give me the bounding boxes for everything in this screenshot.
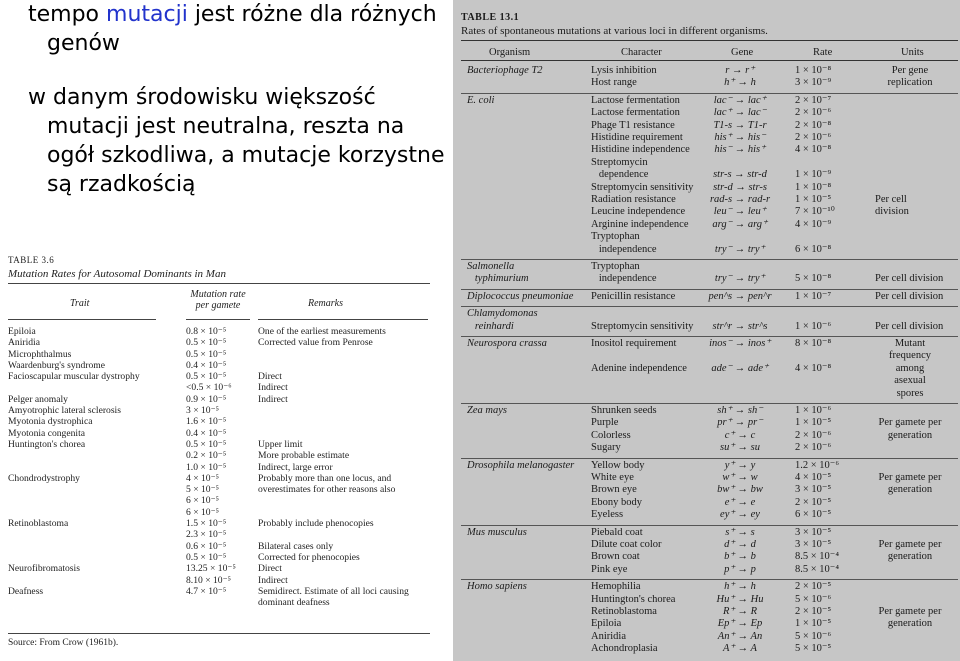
group-divider [461,579,958,580]
character-cell: dependence [591,169,649,181]
organism-name: typhimurium [467,273,529,285]
table-row [8,439,430,450]
bullet-1-text-end: jest różne dla różnych genów [47,2,437,56]
gene-cell: c⁺ → c [724,429,756,441]
rate-cell: 4 × 10⁻⁵ [186,472,220,484]
gene-cell: lac⁻ → lac⁺ [713,94,767,106]
rate-cell: <0.5 × 10⁻⁶ [186,382,232,394]
remarks-cell: Indirect [258,393,288,405]
table-row [8,462,430,473]
trait-cell: Myotonia dystrophica [8,416,93,428]
rate-cell: 8.5 × 10⁻⁴ [795,563,839,575]
rate-cell: 6 × 10⁻⁵ [186,495,220,507]
rate-cell: 1 × 10⁻⁷ [795,290,832,302]
bullet-2 [28,83,448,199]
remarks-cell: Probably more than one locus, and [258,472,392,484]
character-cell: Ebony body [591,496,643,508]
trait-cell [8,450,186,461]
rate-cell: 5 × 10⁻⁵ [795,643,832,655]
remarks-cell [258,405,430,416]
character-cell: Streptomycin sensitivity [591,181,694,193]
rate-cell: 1 × 10⁻⁵ [795,193,832,205]
rate-cell: 3 × 10⁻⁵ [795,484,832,496]
gene-cell: leu⁻ → leu⁺ [713,206,767,218]
rate-cell: 6 × 10⁻⁸ [795,243,832,255]
rate-cell: 2 × 10⁻⁵ [795,581,832,593]
units-cell: Per cell division [875,290,944,302]
character-cell: Penicillin resistance [591,290,676,302]
rate-cell: 2.3 × 10⁻⁵ [186,529,227,541]
remarks-cell: Indirect, large error [258,461,333,473]
table-row [8,484,430,495]
rate-cell: 13.25 × 10⁻⁵ [186,563,236,575]
rate-cell: 1 × 10⁻⁵ [795,618,832,630]
gene-cell: his⁻ → his⁺ [714,144,766,156]
group-divider [461,259,958,260]
gene-cell: str-d → str-s [713,181,767,193]
table-3-6-header [8,284,430,320]
units-cell: replication [887,77,933,89]
rate-cell: 2 × 10⁻⁸ [795,119,832,131]
units-cell: Per gene [891,65,929,76]
units-cell: Per gamete per [878,605,942,617]
trait-cell: Microphthalmus [8,348,72,360]
remarks-cell: Bilateral cases only [258,540,334,552]
rate-cell: 4.7 × 10⁻⁵ [186,585,227,597]
units-cell: frequency [889,350,931,362]
gene-cell: p⁺ → p [724,563,756,575]
trait-cell: Pelger anomaly [8,393,68,405]
rate-cell: 2 × 10⁻⁶ [795,429,832,441]
remarks-cell [258,360,430,371]
remarks-cell [258,349,430,360]
organism-name: Zea mays [467,405,507,416]
gene-cell: Ep⁺ → Ep [717,618,763,630]
remarks-cell: Indirect [258,574,288,586]
gene-cell: arg⁻ → arg⁺ [712,218,768,230]
character-cell: Host range [591,77,637,89]
trait-cell: Neurofibromatosis [8,563,80,575]
character-cell: Pink eye [591,563,628,575]
organism-group [461,338,958,400]
gene-cell: inos⁻ → inos⁺ [709,338,771,349]
table-13-1 [453,0,960,661]
table-row [8,394,430,405]
group-divider [461,525,958,526]
gene-cell: s⁺ → s [725,526,755,538]
units-cell: division [875,206,909,218]
rate-cell: 2 × 10⁻⁵ [795,605,832,617]
rate-cell: 2 × 10⁻⁷ [795,94,832,106]
table-row [8,575,430,586]
remarks-cell: Direct [258,563,282,575]
gene-cell: pen^s → pen^r [708,290,772,302]
organism-name: reinhardi [467,320,514,332]
organism-name: Chlamydomonas [467,308,538,320]
gene-cell: str-s → str-d [713,169,767,181]
table-13-1-header-rule [461,60,958,61]
character-cell: Colorless [591,429,631,441]
table-13-1-caption: Rates of spontaneous mutations at various loci in different organisms. [461,25,768,37]
remarks-cell: Probably include phenocopies [258,518,374,530]
character-cell: Yellow body [591,459,645,471]
organism-group [461,405,958,455]
group-divider [461,336,958,337]
remarks-cell: One of the earliest measurements [258,326,386,337]
character-cell: Retinoblastoma [591,605,657,617]
organism-name: Homo sapiens [467,581,527,593]
organism-group [461,291,958,303]
rate-cell: 1.5 × 10⁻⁵ [186,518,227,530]
table-3-6 [8,255,430,655]
trait-cell: Huntington's chorea [8,438,86,450]
group-divider [461,93,958,94]
table-row [8,597,430,608]
trait-cell [8,507,186,518]
rate-cell: 5 × 10⁻⁶ [795,630,832,642]
units-cell: generation [887,429,933,441]
table-13-1-top-rule [461,40,958,41]
table-row [8,473,430,484]
character-cell: Adenine independence [591,362,687,374]
organism-name: Drosophila melanogaster [467,459,575,471]
character-cell: Brown eye [591,484,637,496]
header-rule-rate [186,319,250,320]
table-row [8,507,430,518]
rate-cell [186,597,258,608]
table-row [8,450,430,461]
rate-cell: 0.2 × 10⁻⁵ [186,450,227,462]
header-rate: Mutation rate per gamete [190,289,246,311]
character-cell: Tryptophan [591,261,640,272]
rate-cell: 0.6 × 10⁻⁵ [186,540,227,552]
trait-cell: Chondrodystrophy [8,472,80,484]
remarks-cell: Corrected value from Penrose [258,337,373,349]
units-cell: Per gamete per [878,538,942,550]
rate-cell: 0.9 × 10⁻⁵ [186,393,227,405]
character-cell: Achondroplasia [591,643,658,655]
units-cell: among [895,362,925,374]
units-cell: Per gamete per [878,417,942,429]
trait-cell [8,597,186,608]
character-cell: Sugary [591,442,621,454]
units-cell: Mutant [894,338,926,349]
header-character: Character [621,47,662,58]
units-cell: generation [887,484,933,496]
character-cell: Brown coat [591,551,640,563]
rate-cell: 0.5 × 10⁻⁵ [186,551,227,563]
gene-cell: pr⁺ → pr⁻ [717,417,763,429]
gene-cell: lac⁺ → lac⁻ [713,107,767,119]
character-cell: Leucine independence [591,206,686,218]
character-cell: Lysis inhibition [591,65,657,76]
rate-cell: 0.5 × 10⁻⁵ [186,438,227,450]
table-row [8,563,430,574]
rate-cell: 1.0 × 10⁻⁵ [186,461,227,473]
rate-cell: 2 × 10⁻⁵ [795,496,832,508]
organism-group [461,261,958,286]
rate-cell: 0.5 × 10⁻⁵ [186,371,227,383]
rate-cell: 5 × 10⁻⁶ [795,593,832,605]
rate-cell: 7 × 10⁻¹⁰ [795,206,835,218]
trait-cell: Waardenburg's syndrome [8,359,105,371]
remarks-cell: Semidirect. Estimate of all loci causing [258,585,409,597]
trait-cell [8,462,186,473]
rate-cell: 4 × 10⁻⁸ [795,144,832,156]
organism-group [461,308,958,333]
rate-cell: 0.4 × 10⁻⁵ [186,359,227,371]
header-rule-remarks [258,319,428,320]
table-row [8,371,430,382]
gene-cell: ey⁺ → ey [720,509,760,521]
gene-cell: A⁺ → A [723,643,757,655]
table-row [8,360,430,371]
organism-name: Diplococcus pneumoniae [467,290,574,302]
character-cell: Huntington's chorea [591,593,676,605]
table-row [8,518,430,529]
units-cell: Per cell [875,193,907,205]
units-cell: Per cell division [875,320,944,332]
trait-cell [8,382,186,393]
rate-cell: 1.6 × 10⁻⁵ [186,416,227,428]
trait-cell [8,495,186,506]
gene-cell: str^r → str^s [712,320,768,332]
remarks-cell: Direct [258,371,282,383]
rate-cell: 4 × 10⁻⁵ [795,471,832,483]
trait-cell: Retinoblastoma [8,518,69,530]
rate-cell: 8.10 × 10⁻⁵ [186,574,231,586]
header-organism: Organism [489,47,531,58]
rate-cell: 1 × 10⁻⁸ [795,65,832,76]
rate-cell: 0.5 × 10⁻⁵ [186,348,227,360]
character-cell: Histidine independence [591,144,690,156]
table-row [8,405,430,416]
bullet-1 [28,0,448,58]
trait-cell: Deafness [8,585,44,597]
table-row [8,541,430,552]
remarks-cell: Upper limit [258,438,303,450]
rate-cell: 2 × 10⁻⁶ [795,442,832,454]
gene-cell: w⁺ → w [722,471,758,483]
character-cell: Tryptophan [591,231,640,243]
rate-cell: 6 × 10⁻⁵ [795,509,832,521]
rate-cell: 4 × 10⁻⁸ [795,362,832,374]
rate-cell: 1 × 10⁻⁶ [795,320,832,332]
trait-cell: Myotonia congenita [8,427,85,439]
organism-group [461,581,958,655]
rate-cell: 1.2 × 10⁻⁶ [795,459,839,471]
character-cell: Phage T1 resistance [591,119,675,131]
trait-cell [8,552,186,563]
header-remarks: Remarks [308,298,343,309]
bullet-1-text: tempo [28,2,107,27]
gene-cell: R⁺ → R [722,605,758,617]
character-cell: Eyeless [591,509,624,521]
rate-cell: 0.4 × 10⁻⁵ [186,427,227,439]
units-cell: Per gamete per [878,471,942,483]
character-cell: Epiloia [591,618,622,630]
gene-cell: T1-s → T1-r [713,119,767,131]
gene-cell: Hu⁺ → Hu [716,593,764,605]
character-cell: Streptomycin sensitivity [591,320,694,332]
rate-cell: 1 × 10⁻⁹ [795,169,832,181]
trait-cell: Facioscapular muscular dystrophy [8,371,140,383]
units-cell: spores [896,387,924,399]
rate-cell: 2 × 10⁻⁶ [795,107,832,119]
units-cell: generation [887,551,933,563]
rate-cell: 5 × 10⁻⁸ [795,273,832,285]
character-cell: Radiation resistance [591,193,676,205]
gene-cell: bw⁺ → bw [717,484,763,496]
gene-cell: ade⁻ → ade⁺ [711,362,769,374]
table-3-6-source: Source: From Crow (1961b). [8,633,430,648]
character-cell: Lactose fermentation [591,94,680,106]
rate-cell: 6 × 10⁻⁵ [186,506,220,518]
trait-cell [8,529,186,540]
rate-cell: 3 × 10⁻⁵ [795,538,832,550]
organism-name: E. coli [467,94,495,106]
character-cell: Inositol requirement [591,338,677,349]
trait-cell [8,484,186,495]
rate-cell: 8.5 × 10⁻⁴ [795,551,839,563]
gene-cell: his⁺ → his⁻ [714,131,766,143]
gene-cell: y⁺ → y [724,459,756,471]
organism-name: Mus musculus [467,526,527,538]
character-cell: Histidine requirement [591,131,683,143]
rate-cell: 2 × 10⁻⁶ [795,131,832,143]
trait-cell [8,575,186,586]
table-row [8,428,430,439]
remarks-cell [258,428,430,439]
rate-cell: 3 × 10⁻⁹ [795,77,832,89]
organism-name: Neurospora crassa [467,338,547,349]
remarks-cell [258,495,430,506]
rate-cell: 0.5 × 10⁻⁵ [186,337,227,349]
gene-cell: try⁻ → try⁺ [714,273,766,285]
organism-name: Salmonella [467,261,515,272]
table-3-6-caption: Mutation Rates for Autosomal Dominants in Man [8,268,226,280]
table-row [8,349,430,360]
character-cell: Lactose fermentation [591,107,680,119]
group-divider [461,289,958,290]
gene-cell: try⁻ → try⁺ [714,243,766,255]
character-cell: independence [591,243,657,255]
group-divider [461,403,958,404]
header-trait: Trait [70,298,90,309]
rate-cell: 1 × 10⁻⁸ [795,181,832,193]
table-3-6-label: TABLE 3.6 [8,255,55,265]
group-divider [461,458,958,459]
bullet-2-text: w danym środowisku większość mutacji jest neutralna, reszta na ogół szkodliwa, a mutacje korzystne są rzadkością [28,85,445,197]
gene-cell: b⁺ → b [724,551,756,563]
remarks-cell: dominant deafness [258,597,330,609]
character-cell: Hemophilia [591,581,641,593]
gene-cell: h⁺ → h [724,77,756,89]
rate-cell: 8 × 10⁻⁸ [795,338,832,349]
group-divider [461,306,958,307]
character-cell: independence [591,273,657,285]
character-cell: White eye [591,471,634,483]
rate-cell: 1 × 10⁻⁵ [795,417,832,429]
remarks-cell: Corrected for phenocopies [258,551,360,563]
character-cell: Purple [591,417,619,429]
gene-cell: sh⁺ → sh⁻ [717,405,763,416]
character-cell: Piebald coat [591,526,643,538]
table-3-6-body [8,326,430,608]
remarks-cell [258,416,430,427]
gene-cell: r → r⁺ [725,65,755,76]
units-cell: Per cell division [875,273,944,285]
header-rule-trait [8,319,156,320]
table-13-1-header [461,47,958,59]
table-row [8,382,430,393]
table-row [8,326,430,337]
slide-bullets [28,0,448,224]
remarks-cell [258,529,430,540]
trait-cell: Aniridia [8,337,40,349]
table-row [8,552,430,563]
trait-cell: Amyotrophic lateral sclerosis [8,405,121,417]
gene-cell: su⁺ → su [720,442,760,454]
gene-cell: e⁺ → e [724,496,756,508]
character-cell: Shrunken seeds [591,405,657,416]
trait-cell [8,541,186,552]
table-row [8,337,430,348]
remarks-cell: Indirect [258,382,288,394]
table-row [8,586,430,597]
rate-cell: 3 × 10⁻⁵ [795,526,832,538]
header-rate: Rate [813,47,833,58]
rate-cell: 1 × 10⁻⁶ [795,405,832,416]
units-cell: asexual [894,375,926,387]
rate-cell: 4 × 10⁻⁹ [795,218,832,230]
remarks-cell [258,507,430,518]
units-cell: generation [887,618,933,630]
table-row [8,416,430,427]
organism-group [461,95,958,256]
organism-group [461,527,958,577]
trait-cell: Epiloia [8,326,36,337]
organism-group [461,460,958,522]
gene-cell: d⁺ → d [724,538,756,550]
highlight-word: mutacji [106,2,188,27]
rate-cell: 3 × 10⁻⁵ [186,405,220,417]
rate-cell: 0.8 × 10⁻⁵ [186,326,227,337]
table-row [8,529,430,540]
gene-cell: h⁺ → h [724,581,756,593]
remarks-cell: overestimates for other reasons also [258,484,396,496]
rate-cell: 5 × 10⁻⁵ [186,484,220,496]
header-units: Units [901,47,924,58]
remarks-cell: More probable estimate [258,450,350,462]
header-gene: Gene [731,47,754,58]
character-cell: Aniridia [591,630,626,642]
organism-group [461,65,958,90]
table-row [8,495,430,506]
gene-cell: rad-s → rad-r [709,193,771,205]
table-13-1-label: TABLE 13.1 [461,12,520,23]
gene-cell: An⁺ → An [717,630,763,642]
character-cell: Dilute coat color [591,538,662,550]
organism-name: Bacteriophage T2 [467,65,543,76]
character-cell: Arginine independence [591,218,689,230]
character-cell: Streptomycin [591,156,648,168]
